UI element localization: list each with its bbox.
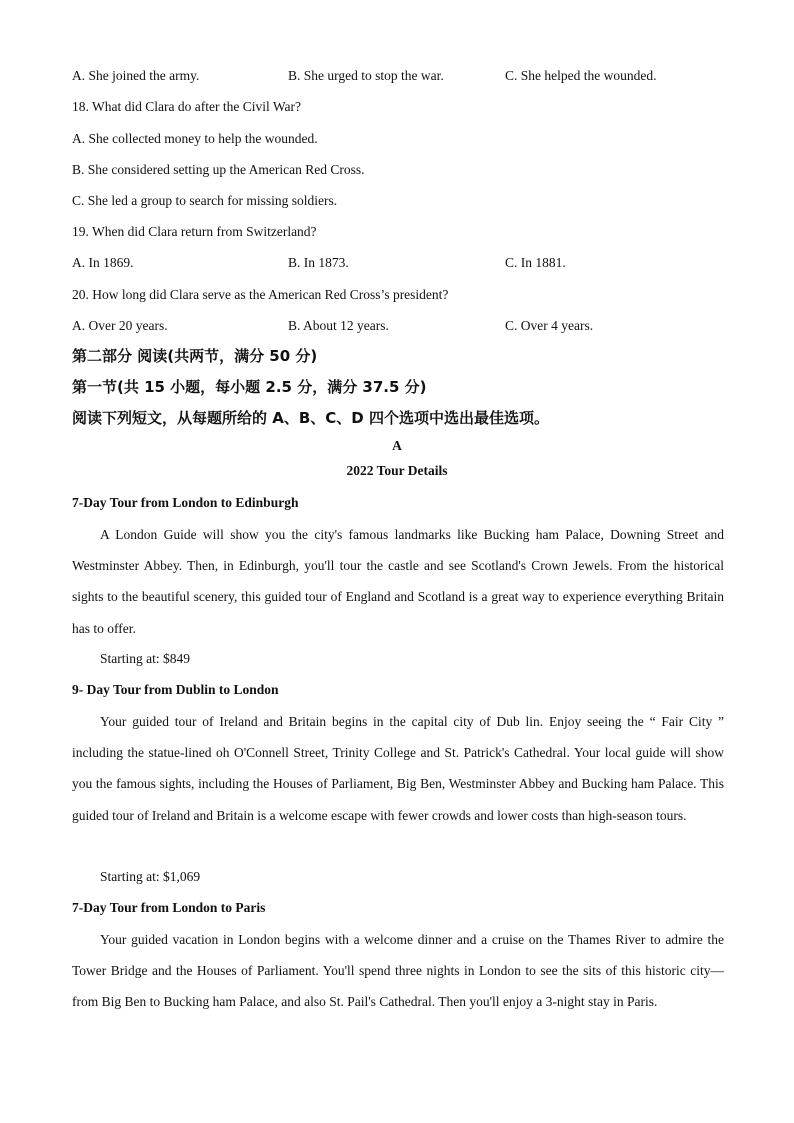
tour-description: Your guided tour of Ireland and Britain begins in the capital city of Dub lin. Enjoy seeing the “ Fair City ” including the statue-lined oh O'Connell Street, Trinity College and St. Patrick's Cathedral. Your local guide will show you the famous sights, including the Houses of Parliament, Big Ben, Westminster Abbey and Bucking ham Palace. This guided tour of Ireland and Britain is a welcome escape with fewer crowds and lower costs than high-season tours. (72, 714, 724, 823)
q18-question: 18. What did Clara do after the Civil War? (72, 99, 301, 114)
q19-option-c: C. In 1881. (505, 255, 566, 270)
passage-title: 2022 Tour Details (346, 463, 448, 478)
passage-letter: A (392, 438, 402, 453)
sub-title: 第一节(共 15 小题，每小题 2.5 分，满分 37.5 分) (72, 378, 427, 396)
instruction: 阅读下列短文，从每题所给的 A、B、C、D 四个选项中选出最佳选项。 (72, 409, 549, 427)
tour-heading: 9- Day Tour from Dublin to London (72, 682, 279, 697)
tour-description: A London Guide will show you the city's famous landmarks like Bucking ham Palace, Downing Street and Westminster Abbey. Then, in Edinburgh, you'll tour the castle and see Scotland's Crown Jewels. From the historical sights to the beautiful scenery, this guided tour of England and Scotland is a great way to experience everything Britain has to offer. (72, 527, 724, 636)
q18-option-c: C. She led a group to search for missing soldiers. (72, 193, 338, 208)
q17-option-c: C. She helped the wounded. (505, 68, 657, 83)
q19-option-a: A. In 1869. (72, 255, 134, 270)
q20-option-a: A. Over 20 years. (72, 318, 168, 333)
q20-question: 20. How long did Clara serve as the American Red Cross’s president? (72, 287, 449, 302)
q19-option-b: B. In 1873. (288, 255, 349, 270)
tour-heading: 7-Day Tour from London to Paris (72, 900, 266, 915)
tour-price: Starting at: $1,069 (100, 869, 201, 884)
tour-heading: 7-Day Tour from London to Edinburgh (72, 495, 299, 510)
q18-option-b: B. She considered setting up the American Red Cross. (72, 162, 365, 177)
q19-question: 19. When did Clara return from Switzerland? (72, 224, 317, 239)
q17-option-b: B. She urged to stop the war. (288, 68, 444, 83)
q20-option-b: B. About 12 years. (288, 318, 389, 333)
q17-option-a: A. She joined the army. (72, 68, 200, 83)
q20-option-c: C. Over 4 years. (505, 318, 594, 333)
part-title: 第二部分 阅读(共两节，满分 50 分) (72, 347, 318, 365)
q18-option-a: A. She collected money to help the wounded. (72, 131, 318, 146)
tour-price: Starting at: $849 (100, 651, 190, 666)
tour-description: Your guided vacation in London begins with a welcome dinner and a cruise on the Thames River to admire the Tower Bridge and the Houses of Parliament. You'll spend three nights in London to see the sits of this historic city—from Big Ben to Bucking ham Palace, and also St. Pail's Cathedral. Then you'll enjoy a 3-night stay in Paris. (72, 932, 724, 1010)
